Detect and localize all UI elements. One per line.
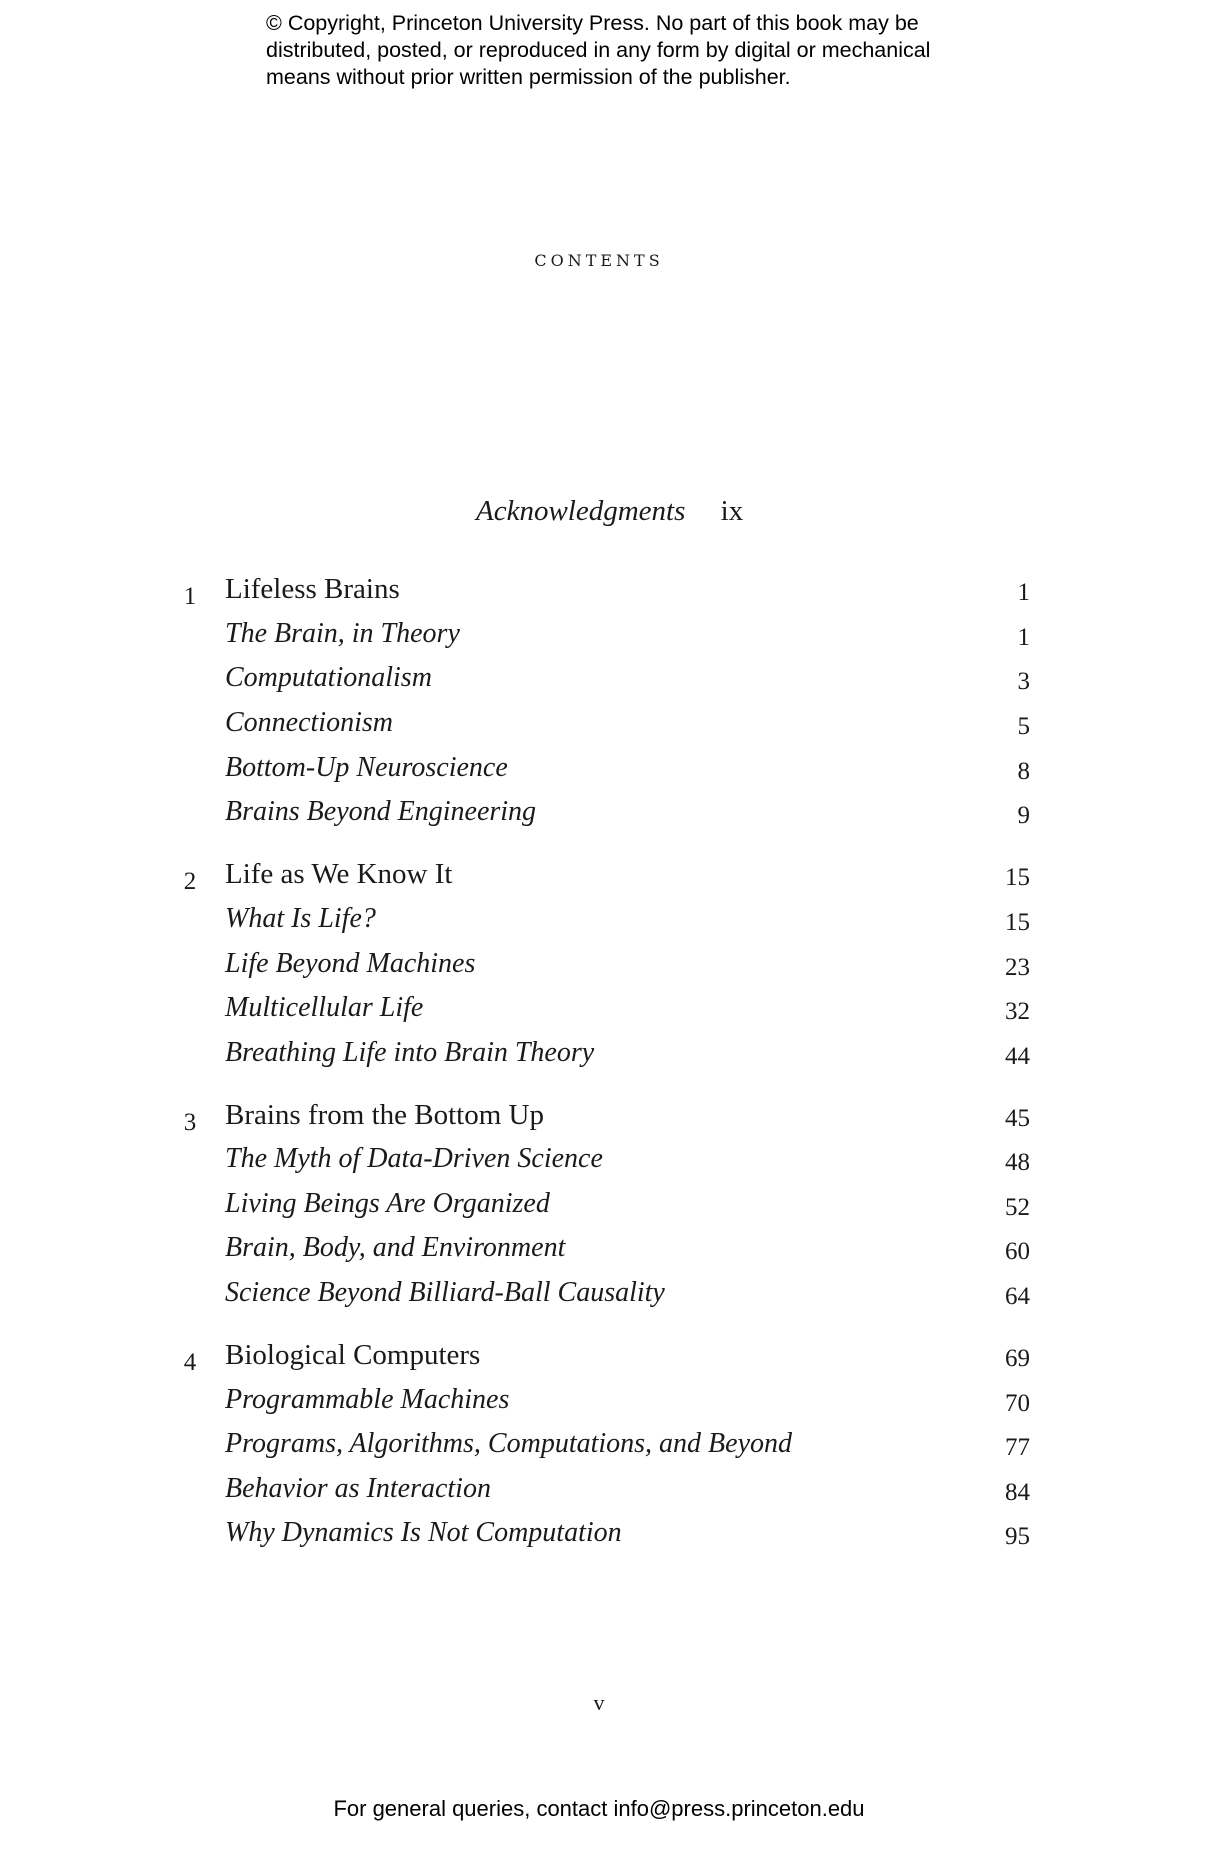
section-page: 52 [1005, 1194, 1030, 1221]
chapter-page: 45 [1005, 1105, 1030, 1132]
copyright-line: distributed, posted, or reproduced in any form by digital or mechanical [266, 38, 931, 62]
section-page: 1 [1017, 624, 1030, 651]
section-page: 32 [1005, 998, 1030, 1025]
section-page: 15 [1005, 909, 1030, 936]
toc-section[interactable] [180, 1428, 1030, 1473]
copyright-notice [266, 10, 1026, 91]
footer-contact: For general queries, contact info@press.princeton.edu [333, 1796, 865, 1821]
toc-chapter-1[interactable] [180, 573, 1030, 618]
section-title: Breathing Life into Brain Theory [225, 1037, 595, 1068]
section-title: What Is Life? [225, 903, 376, 934]
chapter-page: 1 [1017, 579, 1030, 606]
section-page: 95 [1005, 1523, 1030, 1550]
section-title: Multicellular Life [225, 992, 424, 1023]
section-title: Programs, Algorithms, Computations, and Beyond [225, 1428, 793, 1459]
toc-section[interactable] [180, 1188, 1030, 1233]
section-page: 48 [1005, 1149, 1030, 1176]
section-title: Life Beyond Machines [225, 948, 476, 979]
page-title: contents [534, 246, 664, 272]
section-page: 9 [1017, 802, 1030, 829]
section-title: Why Dynamics Is Not Computation [225, 1517, 622, 1548]
toc-entry-title: Acknowledgments [476, 495, 686, 527]
toc-section[interactable] [180, 618, 1030, 663]
section-page: 5 [1017, 713, 1030, 740]
toc-section[interactable] [180, 1277, 1030, 1322]
toc-entry-acknowledgments[interactable] [476, 495, 743, 528]
toc-entry-page: ix [720, 495, 744, 527]
chapter-title: Life as We Know It [225, 858, 453, 890]
section-title: Bottom-Up Neuroscience [225, 752, 508, 783]
toc-section[interactable] [180, 948, 1030, 993]
section-page: 64 [1005, 1283, 1030, 1310]
section-title: Living Beings Are Organized [225, 1188, 550, 1219]
section-page: 84 [1005, 1479, 1030, 1506]
section-title: Connectionism [225, 707, 393, 738]
chapter-number: 4 [183, 1349, 197, 1376]
section-page: 23 [1005, 954, 1030, 981]
section-title: The Myth of Data-Driven Science [225, 1143, 603, 1174]
section-title: Brain, Body, and Environment [225, 1232, 566, 1263]
toc-chapter-2[interactable] [180, 858, 1030, 903]
toc-section[interactable] [180, 796, 1030, 841]
toc-section[interactable] [180, 752, 1030, 797]
section-title: The Brain, in Theory [225, 618, 460, 649]
toc-section[interactable] [180, 903, 1030, 948]
toc-chapter-4[interactable] [180, 1339, 1030, 1384]
chapter-number: 1 [183, 583, 197, 610]
toc-section[interactable] [180, 662, 1030, 707]
toc-chapter-3[interactable] [180, 1099, 1030, 1144]
section-title: Science Beyond Billiard-Ball Causality [225, 1277, 665, 1308]
section-page: 60 [1005, 1238, 1030, 1265]
section-title: Behavior as Interaction [225, 1473, 491, 1504]
section-page: 3 [1017, 668, 1030, 695]
copyright-line: © Copyright, Princeton University Press. No part of this book may be [266, 11, 919, 35]
section-page: 70 [1005, 1390, 1030, 1417]
chapter-title: Brains from the Bottom Up [225, 1099, 544, 1131]
page-number: v [593, 1690, 605, 1715]
section-page: 44 [1005, 1043, 1030, 1070]
toc-section[interactable] [180, 707, 1030, 752]
section-page: 77 [1005, 1434, 1030, 1461]
chapter-number: 3 [183, 1109, 197, 1136]
toc-section[interactable] [180, 1143, 1030, 1188]
toc-section[interactable] [180, 1384, 1030, 1429]
section-page: 8 [1017, 758, 1030, 785]
copyright-line: means without prior written permission of the publisher. [266, 65, 791, 89]
section-title: Computationalism [225, 662, 432, 693]
chapter-title: Biological Computers [225, 1339, 481, 1371]
toc-section[interactable] [180, 1037, 1030, 1082]
toc-section[interactable] [180, 992, 1030, 1037]
chapter-page: 15 [1005, 864, 1030, 891]
toc-section[interactable] [180, 1232, 1030, 1277]
section-title: Brains Beyond Engineering [225, 796, 537, 827]
toc-section[interactable] [180, 1473, 1030, 1518]
section-title: Programmable Machines [225, 1384, 510, 1415]
chapter-page: 69 [1005, 1345, 1030, 1372]
chapter-number: 2 [183, 868, 197, 895]
chapter-title: Lifeless Brains [225, 573, 400, 605]
toc-section[interactable] [180, 1517, 1030, 1562]
